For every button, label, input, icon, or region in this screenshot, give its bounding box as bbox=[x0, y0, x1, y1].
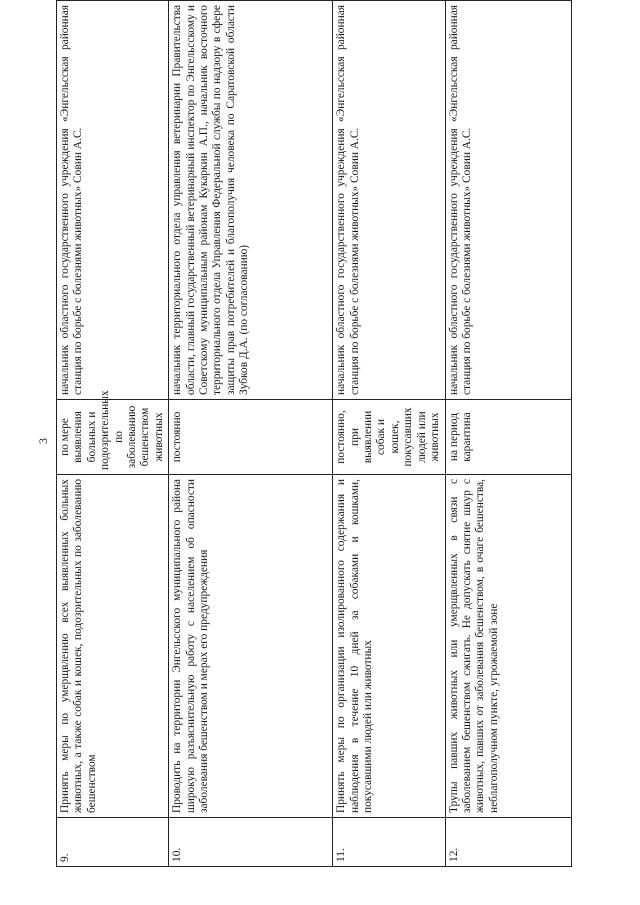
responsible-cell: начальник территориального отдела управления ветеринарии Правительства области, главный государственный ветеринарный инспектор по Энгельсскому и Советскому муниципальным районам Кукаркин А.П., начальник восточного территориального отдела Управления Федеральной службы по надзору в сфере защиты прав потребителей и благополучия человека по Саратовской области Зубков Д.А. (по согласованию) bbox=[169, 1, 333, 400]
responsible-cell: начальник областного государственного учреждения «Энгельсская районная станция по борьбе с болезнями животных» Совин А.С. bbox=[57, 1, 169, 400]
table-row bbox=[57, 1, 169, 867]
term-cell: постоянно, при выявлении собак и кошек, покусавших людей или животных bbox=[333, 400, 445, 475]
action-cell: Трупы павших животных или умерщвленных в связи с заболеванием бешенством сжигать. Не допускать снятие шкур с животных, павших от заболевания бешенством, в очаге бешенства, неблагополучном пункте, угрожаемой зоне bbox=[445, 475, 571, 818]
table-row bbox=[169, 1, 333, 867]
term-cell: постоянно bbox=[169, 400, 333, 475]
table-row bbox=[333, 1, 445, 867]
measures-table bbox=[56, 0, 572, 867]
term-cell: на период карантина bbox=[445, 400, 571, 475]
action-cell: Принять меры по умерщвлению всех выявленных больных животных, а также собак и кошек, подозрительных по заболеванию бешенством bbox=[57, 475, 169, 818]
action-cell: Проводить на территории Энгельсского муниципального района широкую разъяснительную работу с населением об опасности заболевания бешенством и мерах его предупреждения bbox=[169, 475, 333, 818]
row-number-cell: 9. bbox=[57, 818, 169, 867]
table-row bbox=[445, 1, 571, 867]
responsible-cell: начальник областного государственного учреждения «Энгельсская районная станция по борьбе с болезнями животных» Совин А.С. bbox=[445, 1, 571, 400]
row-number-cell: 10. bbox=[169, 818, 333, 867]
responsible-cell: начальник областного государственного учреждения «Энгельсская районная станция по борьбе с болезнями животных» Совин А.С. bbox=[333, 1, 445, 400]
row-number-cell: 11. bbox=[333, 818, 445, 867]
action-cell: Принять меры по организации изолированного содержания и наблюдения в течение 10 дней за собаками и кошками, покусавшими людей или животных bbox=[333, 475, 445, 818]
row-number-cell: 12. bbox=[445, 818, 571, 867]
term-cell: по мере выявления больных и подозрительных по заболеванию бешенством животных bbox=[57, 400, 169, 475]
rotated-table-wrapper bbox=[56, 5, 532, 867]
page-number: 3 bbox=[36, 438, 50, 444]
